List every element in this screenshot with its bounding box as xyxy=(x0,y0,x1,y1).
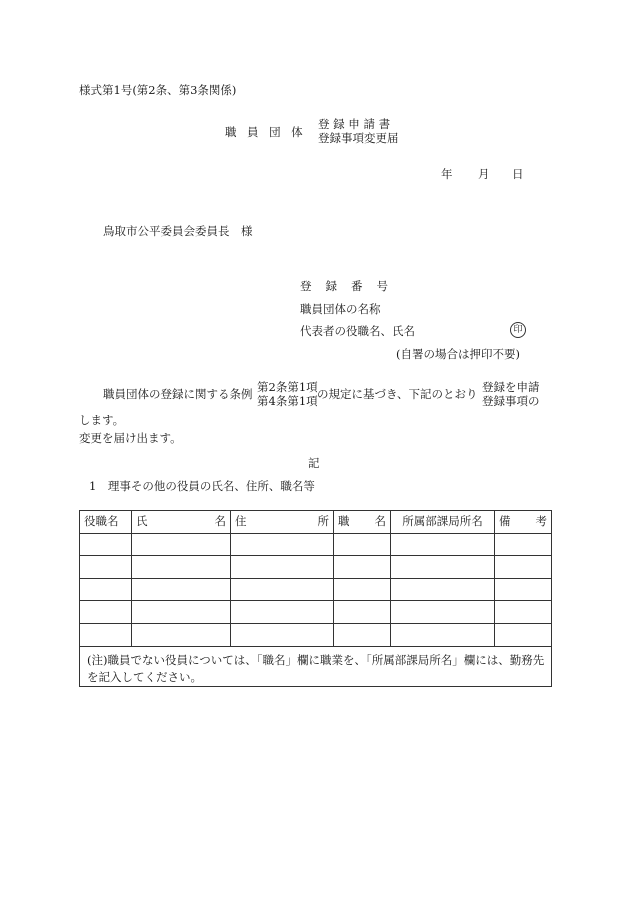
table-cell[interactable] xyxy=(231,533,334,556)
ki-heading: 記 xyxy=(308,456,320,470)
date-year: 年 xyxy=(441,167,453,181)
body-text-line2: します。 xyxy=(79,413,125,427)
table-cell[interactable] xyxy=(391,556,495,579)
date-month: 月 xyxy=(478,167,490,181)
table-cell[interactable] xyxy=(334,578,391,601)
table-cell[interactable] xyxy=(334,556,391,579)
article-options xyxy=(257,380,318,409)
purpose-option-top: 登録を申請 xyxy=(482,380,540,394)
table-cell[interactable] xyxy=(495,556,552,579)
purpose-options xyxy=(482,380,540,409)
header-department: 所属部課局所名 xyxy=(391,511,495,534)
title-left: 職 員 団 体 xyxy=(225,125,307,139)
table-cell[interactable] xyxy=(80,623,132,646)
table-cell[interactable] xyxy=(495,623,552,646)
table-cell[interactable] xyxy=(334,623,391,646)
body-text-pre: 職員団体の登録に関する条例 xyxy=(103,387,253,401)
table-cell[interactable] xyxy=(495,601,552,624)
table-cell[interactable] xyxy=(132,556,231,579)
table-cell[interactable] xyxy=(391,623,495,646)
table-cell[interactable] xyxy=(231,556,334,579)
table-cell[interactable] xyxy=(80,533,132,556)
registration-number-label: 登 録 番 号 xyxy=(300,279,394,293)
title-application: 登 録 申 請 書 xyxy=(318,117,391,131)
table-cell[interactable] xyxy=(231,578,334,601)
header-address: 住 所 xyxy=(231,511,334,534)
date-day: 日 xyxy=(512,167,524,181)
header-remarks: 備 考 xyxy=(495,511,552,534)
table-cell[interactable] xyxy=(391,601,495,624)
table-cell[interactable] xyxy=(334,601,391,624)
table-cell[interactable] xyxy=(132,623,231,646)
title-right xyxy=(318,117,399,146)
org-name-label: 職員団体の名称 xyxy=(300,302,381,316)
table-row xyxy=(80,556,552,579)
body-text-mid: の規定に基づき、下記のとおり xyxy=(317,387,478,401)
table-cell[interactable] xyxy=(231,623,334,646)
article-option-top: 第2条第1項 xyxy=(257,380,318,394)
table-row xyxy=(80,578,552,601)
table-cell[interactable] xyxy=(80,556,132,579)
table-cell[interactable] xyxy=(495,533,552,556)
table-row xyxy=(80,623,552,646)
officer-table xyxy=(79,510,552,647)
table-header-row xyxy=(80,511,552,534)
title-change-notice: 登録事項変更届 xyxy=(318,131,399,146)
header-position: 役職名 xyxy=(80,511,132,534)
table-cell[interactable] xyxy=(132,578,231,601)
addressee: 鳥取市公平委員会委員長 様 xyxy=(103,224,253,238)
table-cell[interactable] xyxy=(132,601,231,624)
section-1-heading: 1 理事その他の役員の氏名、住所、職名等 xyxy=(89,479,315,493)
representative-label: 代表者の役職名、氏名 xyxy=(300,324,415,338)
purpose-option-bottom: 登録事項の xyxy=(482,394,540,409)
table-cell[interactable] xyxy=(334,533,391,556)
table-cell[interactable] xyxy=(495,578,552,601)
table-cell[interactable] xyxy=(132,533,231,556)
table-note: (注)職員でない役員については、「職名」欄に職業を、「所属部課局所名」欄には、勤務先を記入してください。 xyxy=(79,646,552,687)
article-option-bottom: 第4条第1項 xyxy=(257,394,318,409)
table-cell[interactable] xyxy=(391,533,495,556)
table-cell[interactable] xyxy=(80,601,132,624)
table-cell[interactable] xyxy=(80,578,132,601)
table-row xyxy=(80,601,552,624)
seal-mark: 印 xyxy=(510,322,526,338)
header-name: 氏 名 xyxy=(132,511,231,534)
form-number: 様式第1号(第2条、第3条関係) xyxy=(79,83,237,97)
table-cell[interactable] xyxy=(231,601,334,624)
table-cell[interactable] xyxy=(391,578,495,601)
seal-note: (自署の場合は押印不要) xyxy=(396,347,520,361)
body-text-line3: 変更を届け出ます。 xyxy=(79,431,182,445)
header-job-title: 職 名 xyxy=(334,511,391,534)
table-row xyxy=(80,533,552,556)
